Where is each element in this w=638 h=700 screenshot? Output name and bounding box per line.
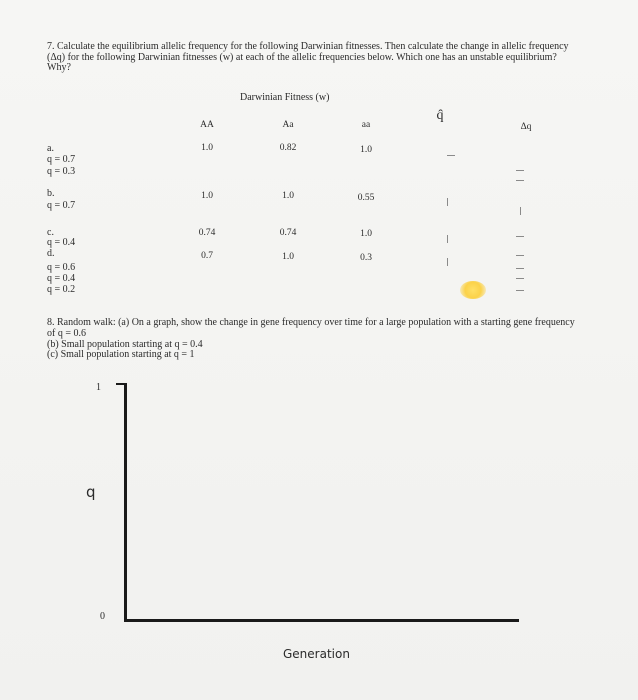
question-7-text: 7. Calculate the equilibrium allelic frequency for the following Darwinian fitnesses. Then calculate the change in allelic frequency (Δq) for the following Darwinian fitnesses (w) at each of the allelic frequencies below. Which one has an unstable equilibrium? Why?	[47, 41, 569, 73]
x-axis-label: Generation	[283, 647, 350, 661]
row-a-label: a.	[47, 143, 54, 154]
row-d-dq-blank-2	[516, 268, 524, 269]
row-b-label: b.	[47, 188, 55, 199]
row-d-dq-blank-3	[516, 278, 524, 279]
row-d-dq-blank-4	[516, 290, 524, 291]
y-axis-max-label: 1	[96, 382, 101, 393]
row-c-aa: 1.0	[360, 229, 372, 239]
row-c-AA: 0.74	[198, 228, 216, 238]
row-d-qhat-blank	[447, 258, 448, 266]
row-c-dq-blank	[516, 236, 524, 237]
row-d-Aa: 1.0	[282, 252, 294, 262]
row-a-qhat-blank	[447, 155, 455, 156]
y-axis-label: q	[86, 483, 96, 501]
row-d-AA: 0.7	[201, 251, 213, 261]
row-d-label: d.	[47, 248, 55, 259]
row-b-qhat-blank	[447, 198, 448, 206]
row-d-aa: 0.3	[360, 253, 372, 263]
row-a-dq-blank-2	[516, 180, 524, 181]
row-c-q1: q = 0.4	[47, 237, 76, 248]
row-d-q3: q = 0.2	[47, 284, 76, 295]
x-axis	[124, 619, 519, 622]
question-8-text: 8. Random walk: (a) On a graph, show the change in gene frequency over time for a large population with a starting gene frequency of q = 0.6	[47, 317, 575, 339]
row-b-Aa: 1.0	[282, 191, 294, 201]
header-delta-q: Δq	[520, 122, 532, 132]
header-aa: aa	[361, 120, 371, 130]
table-title: Darwinian Fitness (w)	[240, 92, 330, 103]
row-a-aa: 1.0	[360, 145, 372, 155]
row-d-q1: q = 0.6	[47, 262, 76, 273]
row-a-Aa: 0.82	[279, 143, 297, 153]
header-q-hat: q̂	[436, 108, 444, 123]
row-b-q1: q = 0.7	[47, 200, 76, 211]
header-Aa: Aa	[282, 120, 294, 130]
light-glare	[460, 281, 486, 299]
y-axis-min-label: 0	[100, 611, 105, 622]
row-d-q2: q = 0.4	[47, 273, 76, 284]
row-a-AA: 1.0	[201, 143, 213, 153]
question-8-part-c: (c) Small population starting at q = 1	[47, 349, 195, 360]
row-c-Aa: 0.74	[279, 228, 297, 238]
row-a-q2: q = 0.3	[47, 166, 76, 177]
row-c-qhat-blank	[447, 235, 448, 243]
row-a-dq-blank-1	[516, 170, 524, 171]
y-axis	[124, 383, 127, 621]
row-a-q1: q = 0.7	[47, 154, 76, 165]
row-d-dq-blank-1	[516, 255, 524, 256]
header-AA: AA	[200, 120, 214, 130]
row-b-AA: 1.0	[201, 191, 213, 201]
row-b-aa: 0.55	[357, 193, 375, 203]
row-c-label: c.	[47, 227, 54, 238]
question-8-part-b: (b) Small population starting at q = 0.4	[47, 339, 203, 350]
row-b-dq-blank	[520, 207, 521, 215]
